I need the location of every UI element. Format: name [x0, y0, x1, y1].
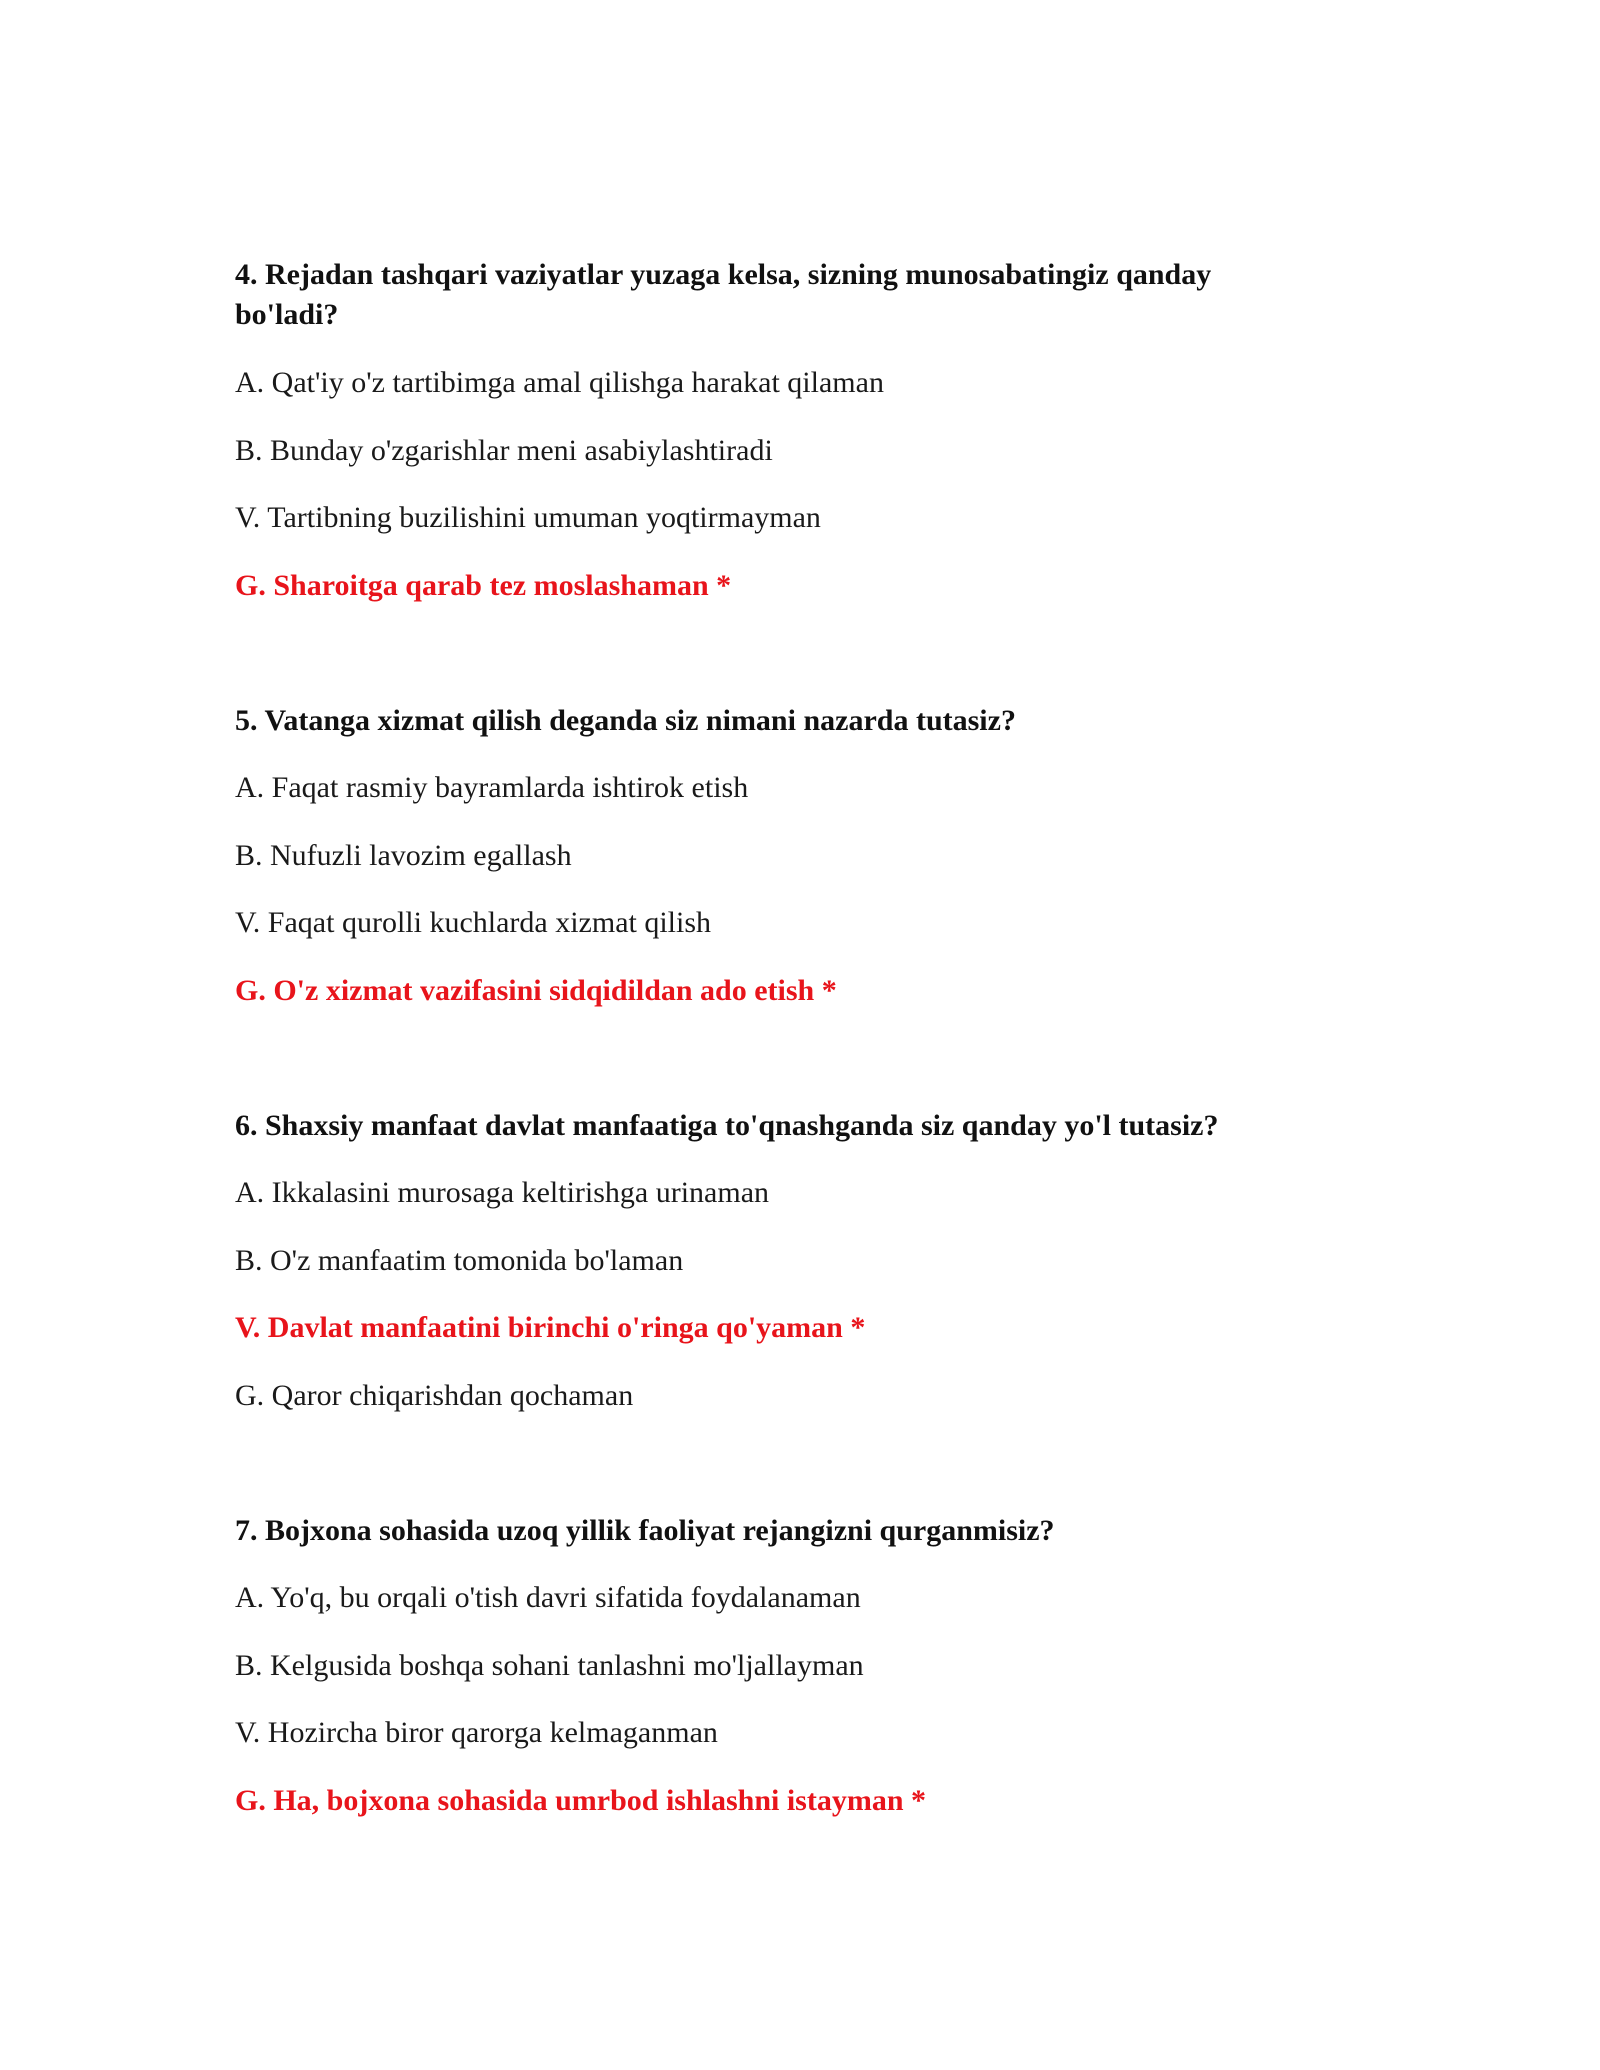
option-a: A. Ikkalasini murosaga keltirishga urinaman [235, 1176, 770, 1209]
option-v-correct: V. Davlat manfaatini birinchi o'ringa qo'yaman * [235, 1311, 866, 1344]
option-b: B. Kelgusida boshqa sohani tanlashni mo'ljallayman [235, 1649, 864, 1682]
question-title: 6. Shaxsiy manfaat davlat manfaatiga to'qnashganda siz qanday yo'l tutasiz? [235, 1109, 1219, 1142]
question-title: 7. Bojxona sohasida uzoq yillik faoliyat rejangizni qurganmisiz? [235, 1514, 1055, 1547]
question-6 [235, 1106, 1325, 1412]
option-a: A. Yo'q, bu orqali o'tish davri sifatida foydalanaman [235, 1581, 861, 1614]
question-title: 4. Rejadan tashqari vaziyatlar yuzaga kelsa, sizning munosabatingiz qanday bo'ladi? [235, 258, 1212, 331]
option-v: V. Hozircha biror qarorga kelmaganman [235, 1716, 718, 1749]
option-v: V. Tartibning buzilishini umuman yoqtirmayman [235, 501, 821, 534]
option-a: A. Qat'iy o'z tartibimga amal qilishga harakat qilaman [235, 366, 884, 399]
option-a: A. Faqat rasmiy bayramlarda ishtirok etish [235, 771, 749, 804]
option-g: G. Qaror chiqarishdan qochaman [235, 1379, 634, 1412]
option-v: V. Faqat qurolli kuchlarda xizmat qilish [235, 906, 712, 939]
option-g-correct: G. O'z xizmat vazifasini sidqidildan ado etish * [235, 974, 837, 1007]
question-7 [235, 1511, 1325, 1817]
option-b: B. O'z manfaatim tomonida bo'laman [235, 1244, 684, 1277]
question-5 [235, 701, 1325, 1007]
question-title: 5. Vatanga xizmat qilish deganda siz nimani nazarda tutasiz? [235, 704, 1016, 737]
option-b: B. Nufuzli lavozim egallash [235, 839, 572, 872]
question-4 [235, 255, 1325, 602]
option-b: B. Bunday o'zgarishlar meni asabiylashtiradi [235, 434, 773, 467]
option-g-correct: G. Sharoitga qarab tez moslashaman * [235, 569, 732, 602]
option-g-correct: G. Ha, bojxona sohasida umrbod ishlashni istayman * [235, 1784, 927, 1817]
